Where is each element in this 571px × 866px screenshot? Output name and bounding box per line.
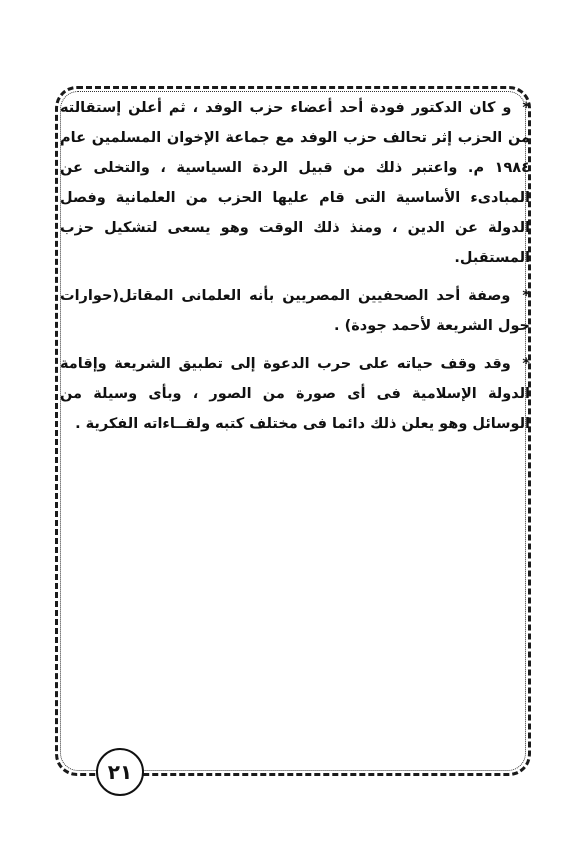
page-body bbox=[60, 93, 530, 447]
paragraph-text: وقد وقف حياته على حرب الدعوة إلى تطبيق الشريعة وإقامة الدولة الإسلامية فى أى صورة من الصور ، وبأى وسيلة من الوسائل وهو يعلن ذلك دائما فى مختلف كتبه ولقــاءاته الفكرية . bbox=[60, 356, 530, 432]
bullet-marker: * bbox=[522, 356, 530, 372]
paragraph-3 bbox=[60, 349, 530, 439]
paragraph-text: وصفة أحد الصحفيين المصريين بأنه العلمانى المقاتل(حوارات حول الشريعة لأحمد جودة) . bbox=[60, 288, 530, 334]
bullet-marker: * bbox=[522, 288, 530, 304]
paragraph-1 bbox=[60, 93, 530, 273]
paragraph-text: و كان الدكتور فودة أحد أعضاء حزب الوفد ، ثم أعلن إستقالته من الحزب إثر تحالف حزب الوفد مع جماعة الإخوان المسلمين عام ١٩٨٤ م. واعتبر ذلك من قبيل الردة السياسية ، والتخلى عن المبادىء الأساسية التى قام عليها الحزب من العلمانية وفصل الدولة عن الدين ، ومنذ ذلك الوقت وهو يسعى لتشكيل حزب المستقبل. bbox=[60, 100, 530, 266]
page-number: ٢١ bbox=[96, 748, 144, 796]
paragraph-2 bbox=[60, 281, 530, 341]
bullet-marker: * bbox=[522, 100, 530, 116]
